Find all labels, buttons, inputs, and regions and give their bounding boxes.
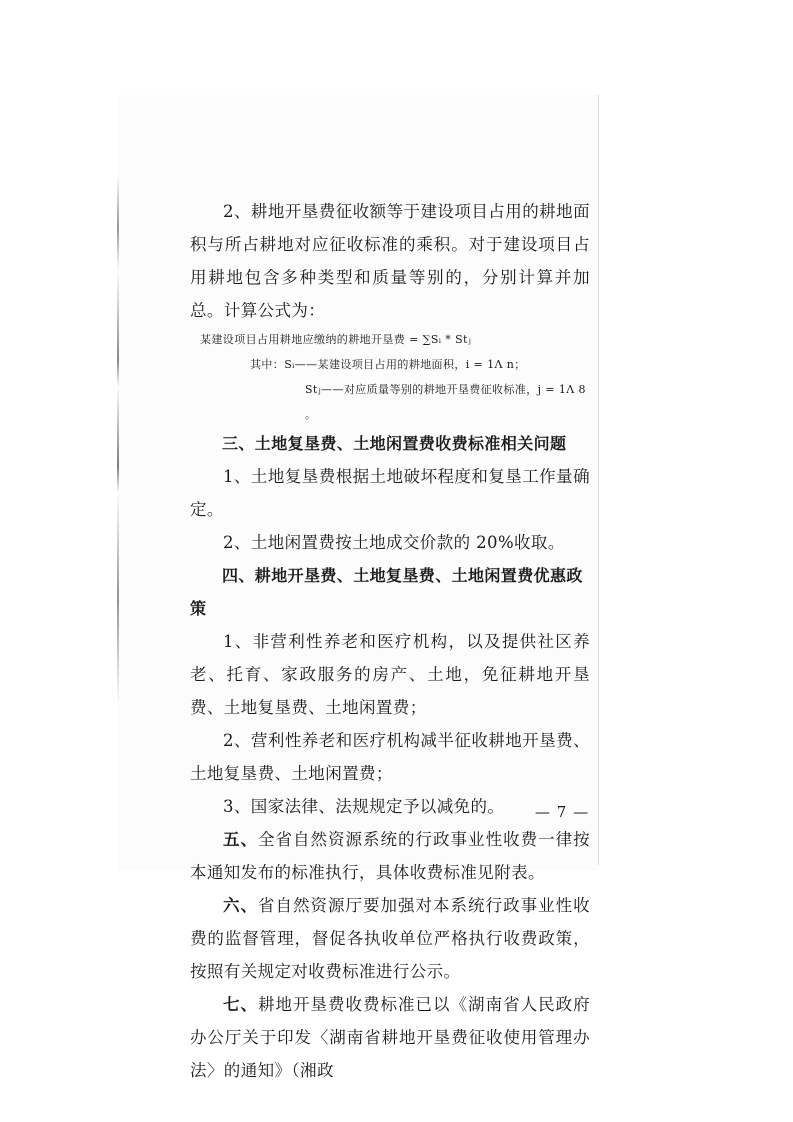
- formula-note-area: 其中：Sᵢ——某建设项目占用的耕地面积，i = 1Λ n；: [250, 358, 526, 371]
- item-4-2: 2、营利性养老和医疗机构减半征收耕地开垦费、土地复垦费、土地闲置费；: [190, 731, 590, 783]
- formula-note-standard: Stⱼ——对应质量等别的耕地开垦费征收标准，j = 1Λ 8 。: [305, 383, 586, 421]
- item-6-lead: 六、: [223, 896, 259, 915]
- paragraph-item-2: 2、耕地开垦费征收额等于建设项目占用的耕地面积与所占耕地对应征收标准的乘积。对于建设项目占用耕地包含多种类型和质量等别的，分别计算并加总。计算公式为：: [190, 202, 590, 320]
- section-heading-3: 三、土地复垦费、土地闲置费收费标准相关问题: [222, 434, 567, 453]
- item-4-1: 1、非营利性养老和医疗机构，以及提供社区养老、托育、家政服务的房产、土地，免征耕地开垦费、土地复垦费、土地闲置费；: [190, 632, 590, 717]
- item-6-text: 省自然资源厅要加强对本系统行政事业性收费的监督管理，督促各执收单位严格执行收费政策，按照有关规定对收费标准进行公示。: [190, 896, 590, 981]
- scan-edge-marks: [117, 175, 119, 705]
- scan-edge-line: [598, 95, 599, 865]
- section-heading-4: 四、耕地开垦费、土地复垦费、土地闲置费优惠政策: [190, 566, 583, 618]
- document-body: [190, 195, 590, 1087]
- item-5-text: 全省自然资源系统的行政事业性收费一律按本通知发布的标准执行，具体收费标准见附表。: [190, 830, 590, 882]
- item-7: [190, 988, 590, 1087]
- item-6: [190, 889, 590, 988]
- formula-main: 某建设项目占用耕地应缴纳的耕地开垦费 = ∑Sᵢ * Stⱼ: [200, 333, 472, 346]
- item-4-3: 3、国家法律、法规规定予以减免的。: [223, 797, 505, 816]
- item-7-text: 耕地开垦费收费标准已以《湖南省人民政府办公厅关于印发〈湖南省耕地开垦费征收使用管理办法〉的通知》（湘政: [190, 995, 590, 1080]
- item-3-2: 2、土地闲置费按土地成交价款的 20%收取。: [223, 533, 565, 552]
- item-7-lead: 七、: [223, 995, 259, 1014]
- item-3-1: 1、土地复垦费根据土地破坏程度和复垦工作量确定。: [190, 467, 590, 519]
- item-5: [190, 823, 590, 889]
- page-number: — 7 —: [535, 803, 590, 821]
- item-5-lead: 五、: [223, 830, 259, 849]
